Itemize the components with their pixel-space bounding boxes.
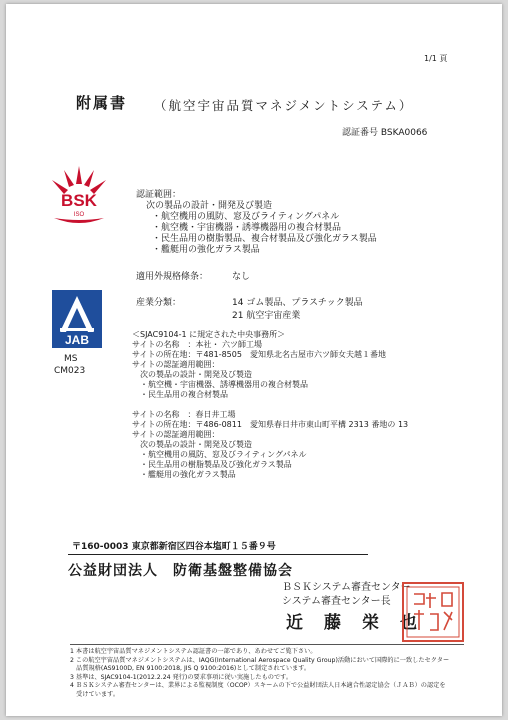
center-name: ＢＳＫシステム審査センター (282, 582, 411, 593)
site-line: 次の製品の設計・開発及び製造 (132, 370, 252, 379)
certificate-page (6, 4, 502, 716)
issuer-address: 〒160-0003 東京都新宿区四谷本塩町１５番９号 (72, 542, 276, 552)
industry-row: 14 ゴム製品、プラスチック製品 (232, 298, 363, 308)
scope-heading: 認証範囲： (136, 190, 182, 200)
site-line: サイトの名称 ：春日井工場 (132, 410, 236, 419)
signatory-name: 近 藤 栄 也 (286, 613, 419, 633)
site-line: ・航空機・宇宙機器、誘導機器用の複合材製品 (132, 380, 308, 389)
annex-title: 附属書 (76, 94, 128, 112)
scope-item: ・航空機・宇宙機器・誘導機器用の複合材製品 (152, 223, 342, 233)
system-name: （航空宇宙品質マネジメントシステム） (154, 98, 414, 113)
notes-section (70, 648, 449, 700)
bsk-logo (44, 164, 114, 226)
note-line: 品質規格(AS9100D, EN 9100:2018, JIS Q 9100:2016)として制定されています。 (70, 665, 311, 673)
scope-section (136, 190, 377, 256)
industry-row: 21 航空宇宙産業 (232, 311, 301, 321)
ms-label: MS (64, 354, 78, 364)
site-line: ・航空機用の風防、窓及びライティングパネル (132, 450, 307, 459)
bsk-emblem-icon (44, 164, 114, 226)
site-line: ・民生品用の複合材製品 (132, 390, 228, 399)
page-number: 1/1 頁 (424, 54, 448, 63)
note-line: 4 ＢＳＫシステム審査センターは、業界による監視制度（OCOP）スキームの下で公益財団法人日本適合性認定協会（ＪＡＢ）の認定を (70, 682, 446, 690)
bsk-sub: ISO (73, 212, 85, 218)
site-line: ・艦艇用の強化ガラス製品 (132, 470, 236, 479)
ms-code: CM023 (54, 366, 86, 376)
sites-heading: ＜SJAC9104-1 に規定された中央事務所＞ (132, 330, 286, 339)
exclusions-label: 適用外規格條条： (136, 272, 209, 282)
address-rule (68, 554, 368, 555)
note-line: 受けています。 (70, 690, 120, 698)
exclusions-value: なし (232, 272, 251, 282)
site-line: サイトの名称 ：本社・ 六ツ師工場 (132, 340, 262, 349)
site-line: サイトの所在地：〒481-8505 愛知県北名古屋市六ツ師女夫越１番地 (132, 350, 386, 359)
note-line: 2 この航空宇宙品質マネジメントシステムは、IAQG(International Aerospace Quality Group)活動において国際的に一致したセクター (70, 656, 450, 664)
official-seal (402, 582, 464, 642)
site-line: サイトの認証適用範囲： (132, 360, 220, 369)
scope-item: ・民生品用の樹脂製品、複合材製品及び強化ガラス製品 (152, 234, 377, 244)
scope-item: ・航空機用の風防、窓及びライティングパネル (152, 212, 340, 222)
site-line: ・民生品用の樹脂製品及び強化ガラス製品 (132, 460, 292, 469)
jab-emblem-icon (52, 290, 102, 348)
site-line: 次の製品の設計・開発及び製造 (132, 440, 252, 449)
bsk-text: BSK (61, 191, 97, 210)
sites-section (132, 330, 408, 480)
note-line: 1 本書は航空宇宙品質マネジメントシステム認証書の一部であり、あわせてご覧下さい。 (70, 648, 317, 655)
notes-rule (70, 644, 464, 645)
scope-item: ・艦艇用の強化ガラス製品 (152, 245, 260, 255)
industry-label: 産業分類： (136, 298, 182, 308)
issuer-organization: 公益財団法人 防衛基盤整備協会 (68, 563, 293, 579)
certificate-number: 認証番号 BSKA0066 (342, 128, 428, 138)
site-line: サイトの所在地：〒486-0811 愛知県春日井市東山町平構 2313 番地の 13 (132, 420, 409, 429)
note-line: 3 基準は、SJAC9104-1(2012.2.24 発行)の要求事項に従い実施したものです。 (70, 673, 293, 681)
seal-icon (404, 584, 462, 640)
jab-logo (52, 290, 102, 348)
center-role: システム審査センター長 (282, 596, 391, 607)
jab-text: JAB (64, 333, 90, 347)
site-line: サイトの認証適用範囲： (132, 430, 220, 439)
scope-intro: 次の製品の設計・開発及び製造 (146, 201, 273, 211)
